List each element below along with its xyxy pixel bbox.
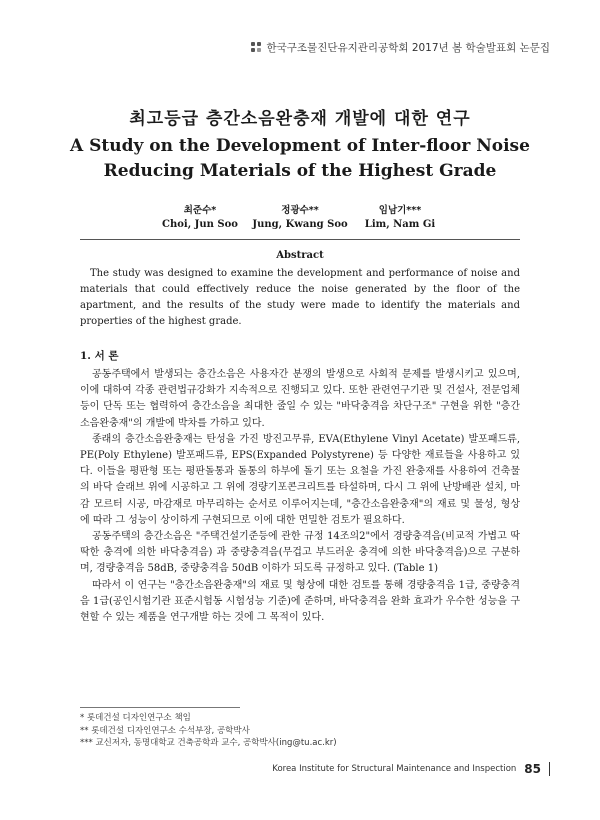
author-name-en: Choi, Jun Soo bbox=[162, 219, 238, 230]
paragraph: 따라서 이 연구는 "층간소음완충재"의 재료 및 형상에 대한 검토를 통해 경량충격음 1급, 중량충격음 1급(공인시험기관 표준시험동 시험성능 기준)에 준하며, 바닥충격음 완화 효과가 우수한 성능을 구현할 수 있는 제품을 연구개발 하는 것에 그 목적이 있다. bbox=[80, 579, 520, 624]
paragraph: 종래의 층간소음완충재는 탄성을 가진 방진고무류, EVA(Ethylene Vinyl Acetate) 발포패드류, PE(Poly Ethylene) 발포패드류, EPS(Expanded Polystyrene) 등 다양한 재료들을 사용하고 있다. 이들을 평판형 또는 평판돌통과 돌통의 하부에 돌기 또는 요철을 가진 완충재를 사용하여 건축물의 바닥 슬래브 위에 시공하고 그 위에 경량기포콘크리트를 타설하며, 다시 그 위에 난방배관 설치, 마감 모르터 시공, 마감재로 마무리하는 순서로 이루어지는데, "층간소음완충재"의 재료 및 물성, 형상에 따라 그 성능이 상이하게 구현되므로 이에 대한 면밀한 검토가 필요하다. bbox=[80, 433, 520, 526]
footnote-divider bbox=[80, 707, 240, 708]
abstract-text: The study was designed to examine the development and performance of noise and materials that could effectively reduce the noise generated by the floor of the apartment, and the results of the study were made to identify the materials and properties of the highest grade. bbox=[80, 268, 520, 327]
journal-header bbox=[251, 40, 550, 55]
section-heading: 1. 서 론 bbox=[80, 350, 119, 362]
title-korean: 최고등급 층간소음완충재 개발에 대한 연구 bbox=[129, 109, 471, 129]
paragraph: 공동주택에서 발생되는 층간소음은 사용자간 분쟁의 발생으로 사회적 문제를 발생시키고 있으며, 이에 대하여 각종 관련법규강화가 지속적으로 진행되고 있다. 또한 관련연구기관 및 건설사, 전문업체 등이 단독 또는 협력하여 층간소음을 최대한 줄일 수 있는 "바닥충격음 차단구조" 구현을 위한 "층간소음완충재"의 개발에 박차를 가하고 있다. bbox=[80, 369, 520, 429]
page-footer bbox=[272, 762, 550, 776]
footnote: * 롯데건설 디자인연구소 책임 bbox=[80, 713, 191, 723]
page-number: 85 bbox=[524, 762, 541, 776]
footer-institute: Korea Institute for Structural Maintenance and Inspection bbox=[272, 764, 517, 774]
footer-divider bbox=[549, 762, 550, 776]
author-name-ko: 정광수** bbox=[281, 205, 319, 216]
author-name-ko: 임남기*** bbox=[378, 205, 422, 216]
section-body bbox=[80, 367, 520, 626]
paragraph: 공동주택의 층간소음은 "주택건설기준등에 관한 규정 14조의2"에서 경량충격음(비교적 가볍고 딱딱한 충격에 의한 바닥충격음) 과 중량충격음(무겁고 부드러운 충격에 의한 바닥충격음)으로 구분하며, 경량충격음 58dB, 중량충격음 50dB 이하가 되도록 규정하고 있다. (Table 1) bbox=[80, 531, 520, 575]
author bbox=[250, 202, 350, 230]
abstract-divider bbox=[80, 239, 520, 240]
title-english: A Study on the Development of Inter-floor Noise Reducing Materials of the Highest Grade bbox=[70, 136, 530, 181]
author bbox=[150, 202, 250, 230]
author-list bbox=[150, 202, 450, 230]
journal-name: 한국구조물진단유지관리공학회 2017년 봄 학술발표회 논문집 bbox=[266, 42, 550, 54]
author-name-en: Jung, Kwang Soo bbox=[252, 219, 348, 230]
footnote: *** 교신저자, 동명대학교 건축공학과 교수, 공학박사(ing@tu.ac.kr) bbox=[80, 738, 337, 748]
author bbox=[350, 202, 450, 230]
footnotes bbox=[80, 712, 337, 750]
author-name-en: Lim, Nam Gi bbox=[364, 219, 436, 230]
footnote: ** 롯데건설 디자인연구소 수석부장, 공학박사 bbox=[80, 725, 250, 736]
author-name-ko: 최준수* bbox=[183, 205, 217, 216]
journal-logo-icon bbox=[251, 42, 262, 53]
abstract-heading: Abstract bbox=[276, 250, 324, 261]
